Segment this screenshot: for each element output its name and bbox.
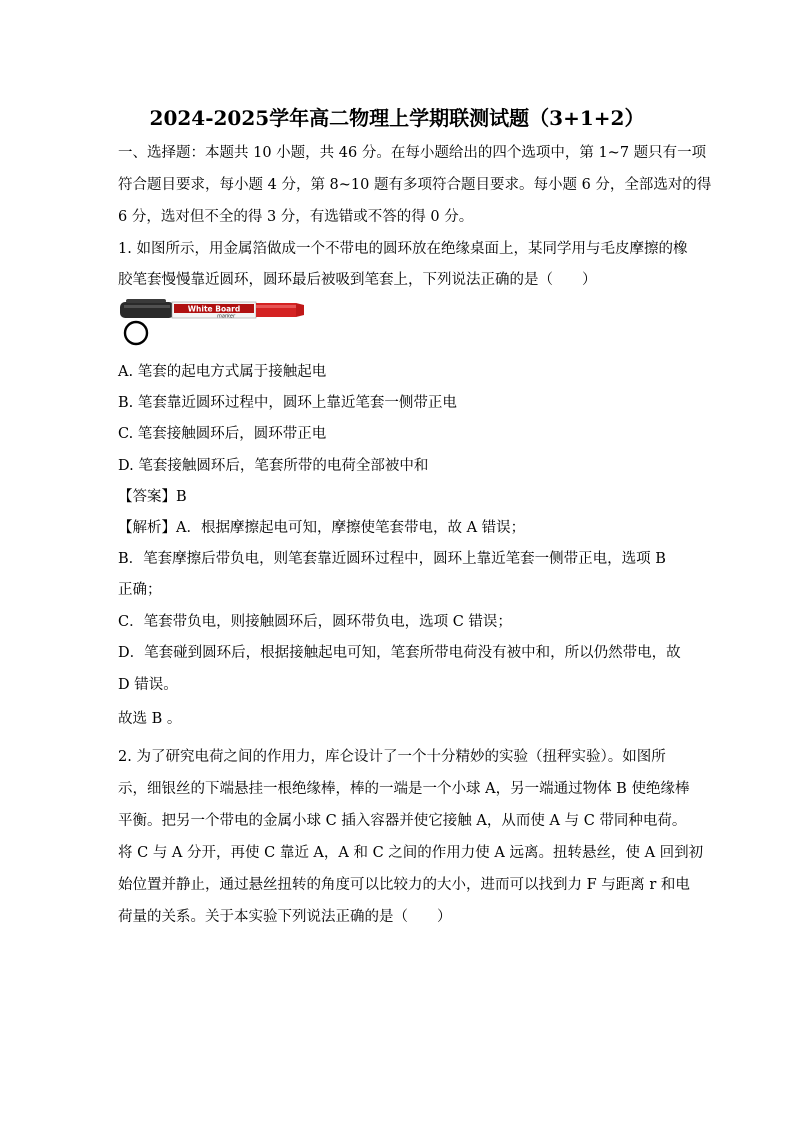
metal-foil-ring (125, 322, 147, 344)
marker-cap-highlight (124, 305, 170, 308)
question-1-answer: 【答案】B (118, 489, 187, 505)
question-2-stem-line: 2. 为了研究电荷之间的作用力，库仑设计了一个十分精妙的实验（扭秤实验）。如图所 (118, 749, 666, 765)
question-1-option-d: D. 笔套接触圆环后，笔套所带的电荷全部被中和 (118, 458, 429, 474)
marker-cap-clip (126, 299, 166, 303)
marker-label-text-2: marker (216, 313, 236, 320)
question-1-analysis-line: 正确； (118, 582, 162, 598)
section-intro-line: 符合题目要求，每小题 4 分，第 8~10 题有多项符合题目要求。每小题 6 分，全部选对的得 (118, 177, 712, 193)
question-1-analysis-line: B．笔套摩擦后带负电，则笔套靠近圆环过程中，圆环上靠近笔套一侧带正电，选项 B (118, 551, 666, 567)
question-1-analysis-line: D．笔套碰到圆环后，根据接触起电可知，笔套所带电荷没有被中和，所以仍然带电，故 (118, 645, 681, 661)
question-2-stem-line: 平衡。把另一个带电的金属小球 C 插入容器并使它接触 A，从而使 A 与 C 带同种电荷。 (118, 813, 687, 829)
question-1-stem-line: 胶笔套慢慢靠近圆环，圆环最后被吸到笔套上，下列说法正确的是（ ） (118, 272, 597, 288)
question-1-conclusion: 故选 B 。 (118, 711, 182, 727)
marker-barrel-highlight (256, 305, 296, 308)
question-1-figure (118, 296, 318, 346)
question-2-stem-line: 将 C 与 A 分开，再使 C 靠近 A，A 和 C 之间的作用力使 A 远离。扭转悬丝，使 A 回到初 (118, 845, 704, 861)
question-1-analysis-line: D 错误。 (118, 677, 178, 693)
question-2-stem-line: 荷量的关系。关于本实验下列说法正确的是（ ） (118, 909, 452, 925)
question-2-stem-line: 始位置并静止，通过悬丝扭转的角度可以比较力的大小，进而可以找到力 F 与距离 r 和电 (118, 877, 690, 893)
marker-label-text-1: White Board (187, 304, 241, 314)
question-1-analysis-line: C．笔套带负电，则接触圆环后，圆环带负电，选项 C 错误； (118, 614, 512, 630)
marker-end-cap (296, 303, 304, 317)
question-1-analysis-line: 【解析】A．根据摩擦起电可知，摩擦使笔套带电，故 A 错误； (118, 520, 526, 536)
section-intro-line: 一、选择题：本题共 10 小题，共 46 分。在每小题给出的四个选项中，第 1~7 题只有一项 (118, 145, 707, 161)
question-1-stem-line: 1. 如图所示，用金属箔做成一个不带电的圆环放在绝缘桌面上，某同学用与毛皮摩擦的橡 (118, 241, 688, 257)
question-1-option-c: C. 笔套接触圆环后，圆环带正电 (118, 426, 327, 442)
section-intro-line: 6 分，选对但不全的得 3 分，有选错或不答的得 0 分。 (118, 209, 474, 225)
marker-cap (120, 302, 174, 318)
question-1-option-a: A. 笔套的起电方式属于接触起电 (118, 364, 327, 380)
page-title: 2024-2025学年高二物理上学期联测试题（3+1+2） (149, 106, 645, 130)
question-1-option-b: B. 笔套靠近圆环过程中，圆环上靠近笔套一侧带正电 (118, 395, 457, 411)
question-2-stem-line: 示，细银丝的下端悬挂一根绝缘棒，棒的一端是一个小球 A，另一端通过物体 B 使绝缘棒 (118, 781, 690, 797)
